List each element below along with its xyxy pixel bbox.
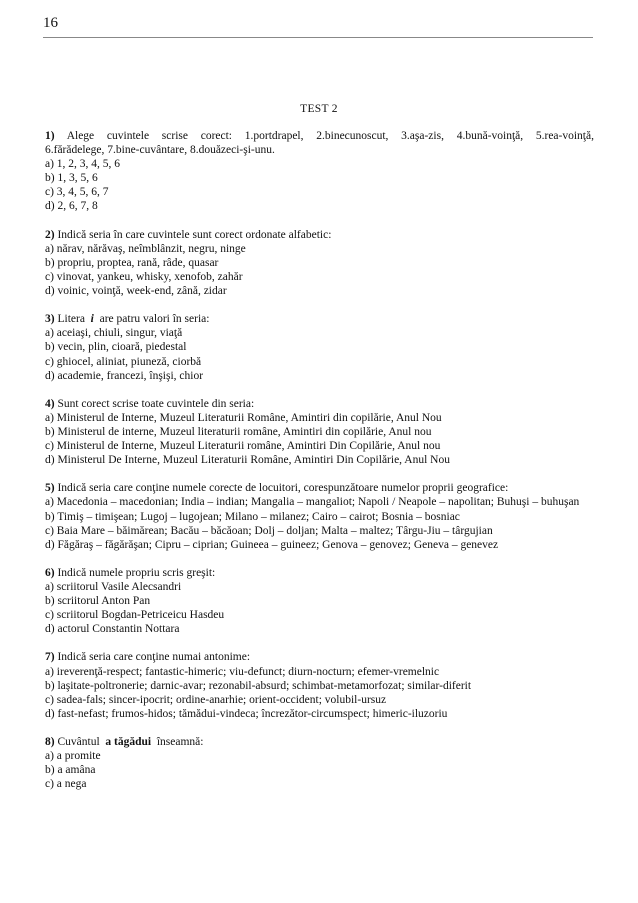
option-b: b) Ministerul de interne, Muzeul literaturii române, Amintiri din copilărie, Anul nou xyxy=(45,425,432,438)
option-a: a) Ministerul de Interne, Muzeul Literaturii Române, Amintiri din copilărie, Anul Nou xyxy=(45,411,442,424)
option-a: a) a promite xyxy=(45,750,101,763)
question-8-prompt-after: înseamnă: xyxy=(156,736,204,749)
question-number: 2) xyxy=(45,228,55,241)
option-a: a) nărav, nărăvaş, neîmblânzit, negru, ninge xyxy=(45,242,246,255)
question-2-prompt: Indică seria în care cuvintele sunt corect ordonate alfabetic: xyxy=(57,228,332,241)
question-1-text-line2: 6.fărădelege, 7.bine-cuvântare, 8.douăzeci-şi-unu. xyxy=(45,144,275,157)
question-5-prompt: Indică seria care conţine numele corecte de locuitori, corespunzătoare numelor proprii geografice: xyxy=(57,482,509,495)
option-a: a) scriitorul Vasile Alecsandri xyxy=(45,581,182,593)
option-c: c) 3, 4, 5, 6, 7 xyxy=(45,186,109,199)
question-number: 5) xyxy=(45,482,55,495)
option-a: a) Macedonia – macedonian; India – indian; Mangalia – mangaliot; Napoli / Neapole – napolitan; Buhuşi – buhuşan xyxy=(45,496,580,509)
question-1-text-line1: Alege cuvintele scrise corect: 1.portdrapel, 2.binecunoscut, 3.aşa-zis, 4.bună-voinţă, 5.rea-voinţă, xyxy=(66,130,594,142)
option-d: d) 2, 6, 7, 8 xyxy=(45,200,98,213)
option-d: d) actorul Constantin Nottara xyxy=(45,623,180,636)
question-3-prompt-after: are patru valori în seria: xyxy=(99,313,210,326)
option-c: c) Ministerul de Interne, Muzeul Literaturii române, Amintiri Din Copilărie, Anul nou xyxy=(45,440,441,453)
option-c: c) a nega xyxy=(45,778,87,791)
option-b: b) vecin, plin, cioară, piedestal xyxy=(45,341,187,354)
question-8-text xyxy=(45,735,594,749)
test-title: TEST 2 xyxy=(300,103,338,115)
highlighted-letter: i xyxy=(90,313,94,326)
question-number: 6) xyxy=(45,566,55,579)
option-b: b) 1, 3, 5, 6 xyxy=(45,172,98,185)
option-c: c) vinovat, yankeu, whisky, xenofob, zahăr xyxy=(45,270,243,283)
question-number: 1) xyxy=(45,130,55,142)
question-3-prompt-before: Litera xyxy=(57,313,85,326)
question-8 xyxy=(45,735,594,791)
question-number: 4) xyxy=(45,397,55,410)
option-d: d) academie, francezi, înşişi, chior xyxy=(45,369,204,382)
question-6-text xyxy=(45,566,594,580)
question-2-text xyxy=(45,228,594,242)
question-number: 7) xyxy=(45,651,55,664)
page-number: 16 xyxy=(43,15,58,31)
option-b: b) laşitate-poltronerie; darnic-avar; rezonabil-absurd; schimbat-metamorfozat; similar-diferit xyxy=(45,679,472,692)
question-7-prompt: Indică seria care conţine numai antonime: xyxy=(57,651,251,664)
question-1 xyxy=(45,129,594,214)
question-4-text xyxy=(45,397,594,411)
option-a: a) aceiaşi, chiuli, singur, viaţă xyxy=(45,327,183,340)
option-a: a) 1, 2, 3, 4, 5, 6 xyxy=(45,158,121,171)
question-3 xyxy=(45,312,594,382)
option-d: d) voinic, voinţă, week-end, zână, zidar xyxy=(45,285,227,298)
option-c: c) Baia Mare – băimărean; Bacău – băcăoan; Dolj – doljan; Malta – maltez; Târgu-Jiu – târgujian xyxy=(45,524,493,537)
question-3-text xyxy=(45,312,594,326)
option-d: d) Ministerul De Interne, Muzeul Literaturii Române, Amintiri Din Copilărie, Anul Nou xyxy=(45,454,450,467)
option-d: d) Făgăraş – făgărăşan; Cipru – ciprian; Guineea – guineez; Genova – genovez; Geneva – genevez xyxy=(45,538,499,551)
option-c: c) scriitorul Bogdan-Petriceicu Hasdeu xyxy=(45,609,225,622)
question-6 xyxy=(45,566,594,636)
question-6-prompt: Indică numele propriu scris greşit: xyxy=(57,566,216,579)
highlighted-word: a tăgădui xyxy=(105,736,152,749)
option-d: d) fast-nefast; frumos-hidos; tămădui-vindeca; încrezător-circumspect; himeric-iluzoriu xyxy=(45,707,448,720)
option-a: a) ireverenţă-respect; fantastic-himeric; viu-defunct; diurn-nocturn; efemer-vremelnic xyxy=(45,665,440,678)
question-5-text xyxy=(45,481,594,495)
option-b: b) propriu, proptea, rană, râde, quasar xyxy=(45,256,219,269)
option-b: b) scriitorul Anton Pan xyxy=(45,595,151,608)
question-7-text xyxy=(45,650,594,664)
option-c: c) sadea-fals; sincer-ipocrit; ordine-anarhie; orient-occident; volubil-ursuz xyxy=(45,693,387,706)
question-4-prompt: Sunt corect scrise toate cuvintele din seria: xyxy=(57,397,255,410)
option-b: b) Timiş – timişean; Lugoj – lugojean; Milano – milanez; Cairo – cairot; Bosnia – bosniac xyxy=(45,510,460,523)
question-8-prompt-before: Cuvântul xyxy=(57,736,100,749)
test-content xyxy=(45,129,594,806)
question-4 xyxy=(45,397,594,467)
option-b: b) a amâna xyxy=(45,764,96,777)
question-number: 3) xyxy=(45,313,55,326)
question-1-text xyxy=(45,129,594,143)
question-7 xyxy=(45,650,594,720)
header-rule xyxy=(43,37,593,38)
question-5 xyxy=(45,481,594,551)
option-c: c) ghiocel, aliniat, piuneză, ciorbă xyxy=(45,355,202,368)
question-2 xyxy=(45,228,594,298)
question-number: 8) xyxy=(45,736,55,749)
